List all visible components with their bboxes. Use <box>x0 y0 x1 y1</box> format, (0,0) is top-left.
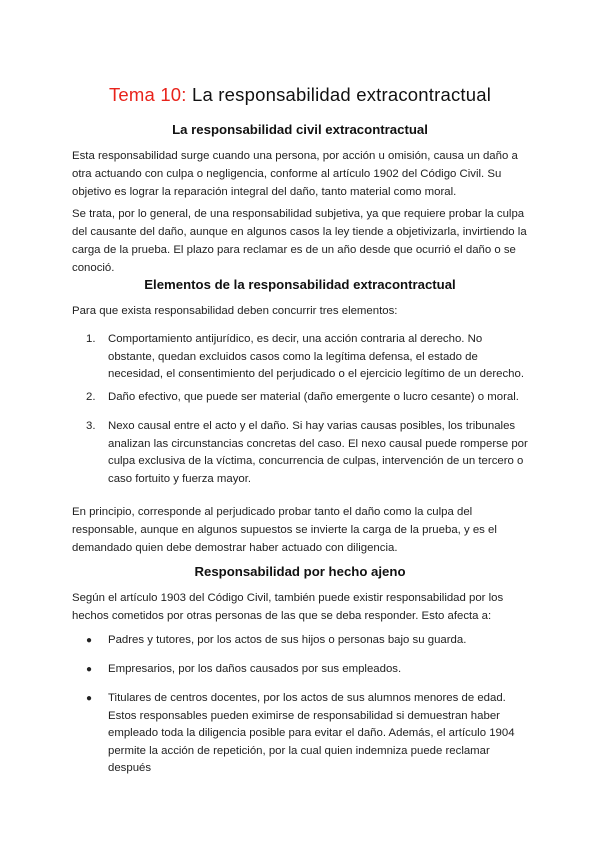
heading-civil: La responsabilidad civil extracontractual <box>172 122 428 137</box>
paragraph-ajeno-intro: Según el artículo 1903 del Código Civil, también puede existir responsabilidad por los hechos cometidos por otras personas de las que se deba responder. Esto afecta a: <box>72 592 504 622</box>
title-text: La responsabilidad extracontractual <box>191 84 492 105</box>
heading-ajeno: Responsabilidad por hecho ajeno <box>194 564 406 579</box>
list-item-text: Nexo causal entre el acto y el daño. Si hay varias causas posibles, los tribunales analizan las circunstancias concretas del caso. El nexo causal puede romperse por culpa exclusiva de la víctima, concurrencia de culpas, intervención de un tercero o caso fortuito y fuerza mayor. <box>108 420 528 485</box>
page-title <box>0 84 600 106</box>
list-item-text: Padres y tutores, por los actos de sus hijos o personas bajo su guarda. <box>108 634 467 646</box>
paragraph-elementos-closing: En principio, corresponde al perjudicado probar tanto el daño como la culpa del responsable, aunque en algunos supuestos se invierte la carga de la prueba, y es el demandado quien debe demostrar haber actuado con diligencia. <box>72 506 497 554</box>
list-number: 2. <box>86 391 96 403</box>
list-item-text: Daño efectivo, que puede ser material (daño emergente o lucro cesante) o moral. <box>108 391 519 403</box>
list-number: 3. <box>86 420 96 432</box>
paragraph-elementos-intro: Para que exista responsabilidad deben concurrir tres elementos: <box>72 305 398 317</box>
list-item-text: Empresarios, por los daños causados por sus empleados. <box>108 663 402 675</box>
title-prefix: Tema 10: <box>108 84 187 105</box>
list-item-text: Titulares de centros docentes, por los actos de sus alumnos menores de edad. Estos responsables pueden eximirse de responsabilidad si demuestran haber empleado toda la diligencia posible para evitar el daño. Además, el artículo 1904 permite la acción de repetición, por la cual quien indemniza puede reclamar después <box>108 692 515 774</box>
paragraph-civil-2: Se trata, por lo general, de una responsabilidad subjetiva, ya que requiere probar la culpa del causante del daño, aunque en algunos casos la ley tiende a objetivizarla, invirtiendo la carga de la prueba. El plazo para reclamar es de un año desde que ocurrió el daño o se conoció. <box>72 208 527 274</box>
bullet-icon: ● <box>86 664 93 675</box>
heading-elementos: Elementos de la responsabilidad extracontractual <box>144 277 456 292</box>
list-item-text: Comportamiento antijurídico, es decir, una acción contraria al derecho. No obstante, quedan excluidos casos como la legítima defensa, el estado de necesidad, el consentimiento del perjudicado o el ejercicio legítimo de un derecho. <box>108 333 525 380</box>
bullet-icon: ● <box>86 693 93 704</box>
list-number: 1. <box>86 333 96 345</box>
paragraph-civil-1: Esta responsabilidad surge cuando una persona, por acción u omisión, causa un daño a otra actuando con culpa o negligencia, conforme al artículo 1902 del Código Civil. Su objetivo es lograr la reparación integral del daño, tanto material como moral. <box>72 150 518 198</box>
bullet-icon: ● <box>86 635 93 646</box>
